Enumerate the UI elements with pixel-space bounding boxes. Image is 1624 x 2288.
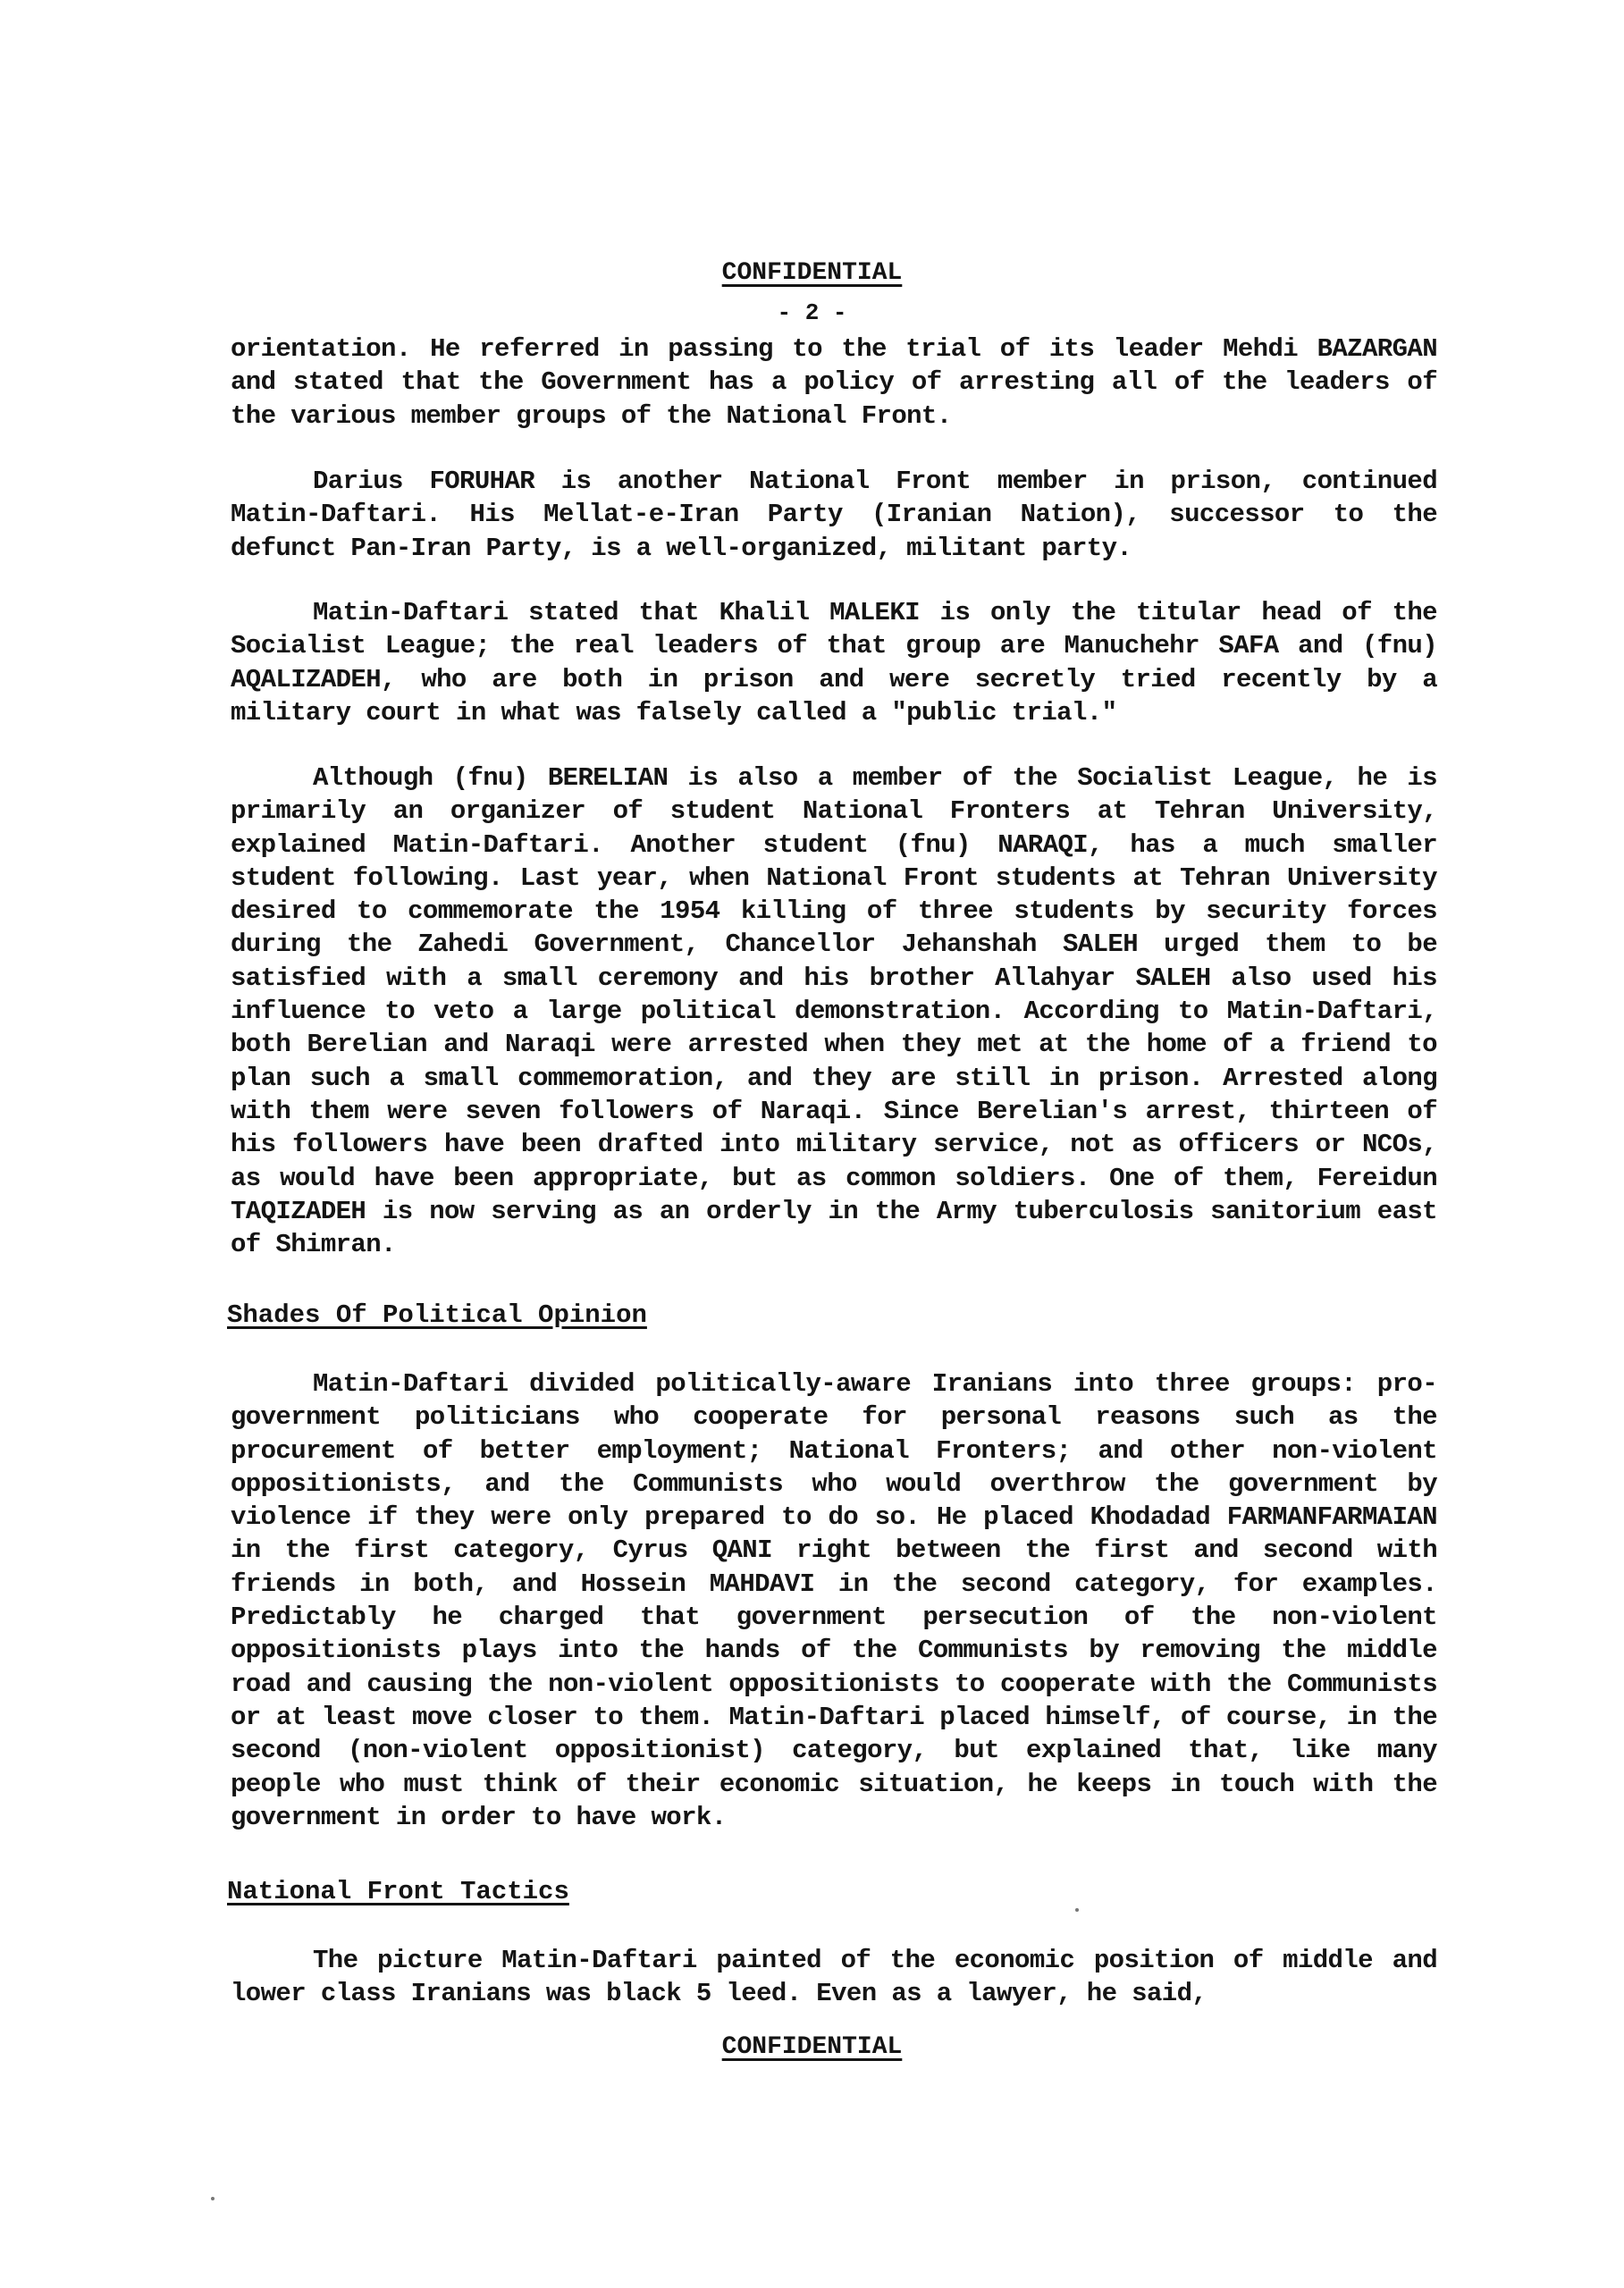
footer-classification: CONFIDENTIAL [721,2033,903,2061]
scan-speck [211,2197,215,2200]
paragraph-economic-position: The picture Matin-Daftari painted of the economic position of middle and lower class Iranians was black 5 leed. Even as a lawyer, he said, [231,1946,1437,2009]
paragraph-foruhar: Darius FORUHAR is another National Front member in prison, continued Matin-Daftari. His Mellat-e-Iran Party (Iranian Nation), successor to the defunct Pan-Iran Party, is a well-organized, militant party. [231,467,1437,563]
paragraph-bazargan: orientation. He referred in passing to the trial of its leader Mehdi BAZARGAN and stated that the Government has a policy of arresting all of the leaders of the various member groups of the National Front. [231,334,1437,431]
scan-speck [1075,1908,1079,1912]
paragraph-political-groups: Matin-Daftari divided politically-aware Iranians into three groups: pro-government politicians who cooperate for personal reasons such as the procurement of better employment; National Fronters; and other non-violent oppositionists, and the Communists who would overthrow the government by violence if they were only prepared to do so. He placed Khodadad FARMANFARMAIAN in the first category, Cyrus QANI right between the first and second with friends in both, and Hossein MAHDAVI in the second category, for examples. Predictably he charged that government persecution of the non-violent oppositionists plays into the hands of the Communists by removing the middle road and causing the non-violent oppositionists to cooperate with the Communists or at least move closer to them. Matin-Daftari placed himself, of course, in the second (non-violent oppositionist) category, but explained that, like many people who must think of their economic situation, he keeps in touch with the government in order to have work. [231,1369,1437,1832]
heading-shades-of-political-opinion: Shades Of Political Opinion [227,1300,647,1330]
header-classification: CONFIDENTIAL [721,259,903,287]
paragraph-berelian: Although (fnu) BERELIAN is also a member of the Socialist League, he is primarily an organizer of student National Fronters at Tehran University, explained Matin-Daftari. Another student (fnu) NARAQI, has a much smaller student following. Last year, when National Front students at Tehran University desired to commemorate the 1954 killing of three students by security forces during the Zahedi Government, Chancellor Jehanshah SALEH urged them to be satisfied with a small ceremony and his brother Allahyar SALEH also used his influence to veto a large political demonstration. According to Matin-Daftari, both Berelian and Naraqi were arrested when they met at the home of a friend to plan such a small commemoration, and they are still in prison. Arrested along with them were seven followers of Naraqi. Since Berelian's arrest, thirteen of his followers have been drafted into military service, not as officers or NCOs, as would have been appropriate, but as common soldiers. One of them, Fereidun TAQIZADEH is now serving as an orderly in the Army tuberculosis sanitorium east of Shimran. [231,763,1437,1260]
heading-national-front-tactics: National Front Tactics [227,1877,569,1906]
paragraph-maleki: Matin-Daftari stated that Khalil MALEKI is only the titular head of the Socialist League; the real leaders of that group are Manuchehr SAFA and (fnu) AQALIZADEH, who are both in prison and were secretly tried recently by a military court in what was falsely called a "public trial." [231,598,1437,728]
page-number: - 2 - [777,299,847,326]
